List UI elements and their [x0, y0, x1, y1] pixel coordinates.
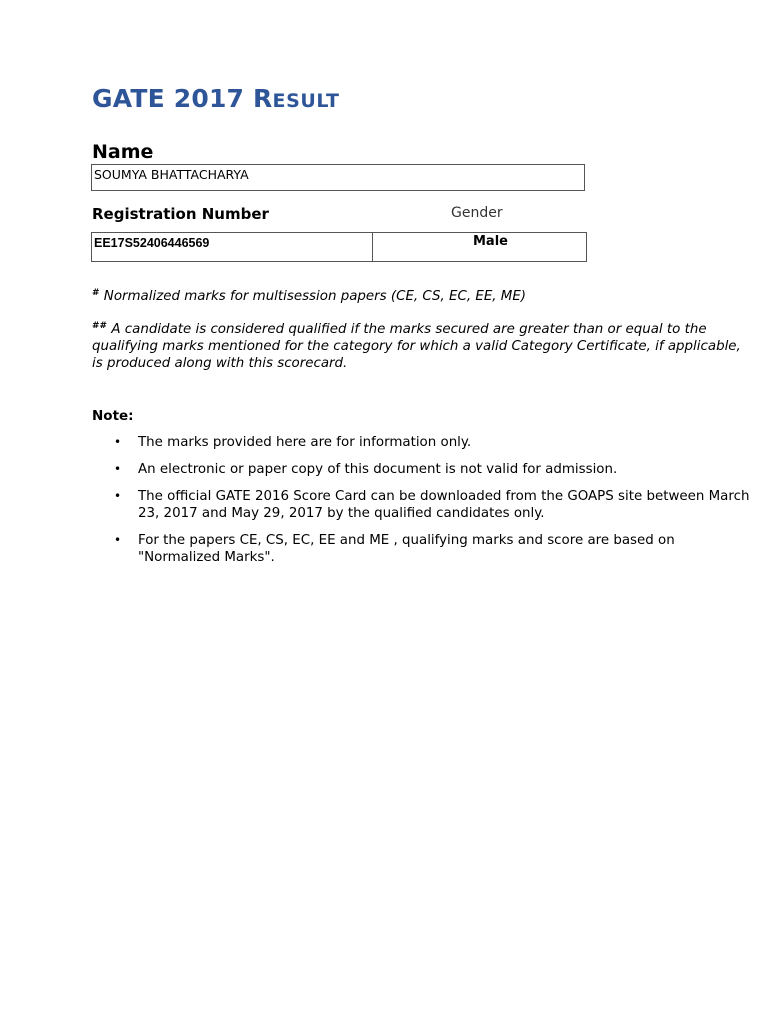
footnote-text: Normalized marks for multisession papers (CE, CS, EC, EE, ME) [99, 289, 527, 304]
name-value: SOUMYA BHATTACHARYA [94, 167, 249, 182]
gender-label: Gender [451, 205, 503, 221]
footnote-marker: # [92, 288, 100, 298]
note-item [92, 461, 752, 478]
registration-number-cell [92, 233, 373, 261]
name-label: Name [92, 141, 154, 163]
footnote-marker: ## [92, 321, 108, 331]
registration-gender-table [91, 232, 587, 262]
page-title-smallcaps: ESULT [272, 90, 340, 112]
note-item-text: The official GATE 2016 Score Card can be downloaded from the GOAPS site between March 23, 2017 and May 29, 2017 by the qualified candidates only. [138, 489, 750, 521]
note-item [92, 488, 752, 522]
registration-number-label: Registration Number [92, 205, 269, 223]
bullet-icon: • [114, 533, 122, 547]
footnote-qualification [92, 321, 752, 372]
note-list [92, 434, 752, 576]
gender-cell [373, 233, 586, 261]
note-item-text: For the papers CE, CS, EC, EE and ME , qualifying marks and score are based on "Normalized Marks". [138, 533, 675, 565]
name-field-box [91, 164, 585, 191]
note-heading: Note: [92, 408, 134, 424]
page-title [92, 84, 340, 113]
gender-value: Male [473, 234, 508, 249]
note-item-text: An electronic or paper copy of this document is not valid for admission. [138, 462, 618, 477]
registration-number-value: EE17S52406446569 [94, 236, 210, 250]
note-item [92, 434, 752, 451]
note-item [92, 532, 752, 566]
footnote-text: A candidate is considered qualified if the marks secured are greater than or equal to the qualifying marks mentioned for the category for which a valid Category Certificate, if applicable, is produced along with this scorecard. [92, 322, 741, 371]
page-title-main: GATE 2017 R [92, 84, 273, 113]
bullet-icon: • [114, 489, 122, 503]
bullet-icon: • [114, 462, 122, 476]
footnote-normalized-marks [92, 288, 752, 305]
bullet-icon: • [114, 435, 122, 449]
note-item-text: The marks provided here are for information only. [138, 435, 472, 450]
